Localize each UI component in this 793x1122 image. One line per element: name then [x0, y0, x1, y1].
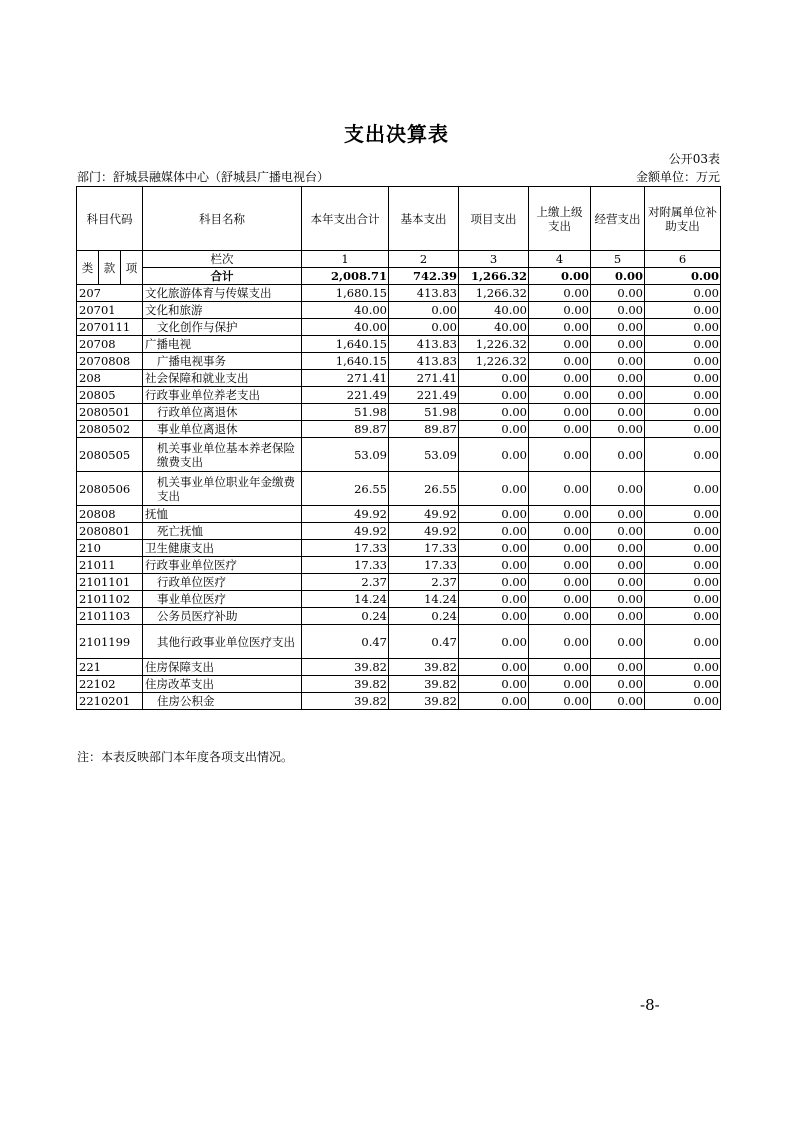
row-basic: 51.98 [389, 404, 459, 421]
table-row [77, 574, 721, 591]
row-total: 39.82 [302, 676, 389, 693]
row-business: 0.00 [591, 523, 645, 540]
row-total: 49.92 [302, 506, 389, 523]
row-upper: 0.00 [529, 404, 591, 421]
table-row [77, 591, 721, 608]
row-subsidiary: 0.00 [645, 472, 721, 506]
table-row [77, 285, 721, 302]
row-subsidiary: 0.00 [645, 319, 721, 336]
page-title: 支出决算表 [344, 122, 449, 146]
col-index-5: 5 [591, 251, 645, 268]
col-index-3: 3 [459, 251, 529, 268]
row-business: 0.00 [591, 353, 645, 370]
table-row [77, 693, 721, 710]
table-row [77, 506, 721, 523]
column-index-row [77, 251, 721, 268]
row-business: 0.00 [591, 693, 645, 710]
row-subsidiary: 0.00 [645, 421, 721, 438]
row-business: 0.00 [591, 336, 645, 353]
row-project: 40.00 [459, 302, 529, 319]
row-basic: 0.00 [389, 319, 459, 336]
row-name: 机关事业单位职业年金缴费支出 [143, 472, 302, 506]
row-basic: 14.24 [389, 591, 459, 608]
row-upper: 0.00 [529, 353, 591, 370]
row-project: 0.00 [459, 676, 529, 693]
row-total: 0.47 [302, 625, 389, 659]
table-row [77, 659, 721, 676]
col-index-6: 6 [645, 251, 721, 268]
row-code: 2070111 [77, 319, 143, 336]
row-subsidiary: 0.00 [645, 676, 721, 693]
row-subsidiary: 0.00 [645, 659, 721, 676]
row-code: 2080505 [77, 438, 143, 472]
table-row [77, 370, 721, 387]
row-name: 事业单位离退休 [143, 421, 302, 438]
header-business: 经营支出 [591, 187, 645, 251]
header-basic: 基本支出 [389, 187, 459, 251]
row-code: 210 [77, 540, 143, 557]
row-total: 53.09 [302, 438, 389, 472]
row-total: 2.37 [302, 574, 389, 591]
row-upper: 0.00 [529, 659, 591, 676]
table-row [77, 472, 721, 506]
header-code: 科目代码 [77, 187, 143, 251]
row-business: 0.00 [591, 387, 645, 404]
header-project: 项目支出 [459, 187, 529, 251]
row-project: 0.00 [459, 387, 529, 404]
row-basic: 0.47 [389, 625, 459, 659]
row-total: 26.55 [302, 472, 389, 506]
row-basic: 39.82 [389, 676, 459, 693]
row-basic: 39.82 [389, 693, 459, 710]
row-subsidiary: 0.00 [645, 608, 721, 625]
row-business: 0.00 [591, 608, 645, 625]
row-subsidiary: 0.00 [645, 523, 721, 540]
row-project: 40.00 [459, 319, 529, 336]
row-total: 89.87 [302, 421, 389, 438]
row-name: 行政单位离退休 [143, 404, 302, 421]
row-business: 0.00 [591, 438, 645, 472]
row-total: 221.49 [302, 387, 389, 404]
header-upper: 上缴上级支出 [529, 187, 591, 251]
row-name: 住房公积金 [143, 693, 302, 710]
row-basic: 0.00 [389, 302, 459, 319]
row-project: 0.00 [459, 438, 529, 472]
col-index-1: 1 [302, 251, 389, 268]
row-basic: 221.49 [389, 387, 459, 404]
row-basic: 17.33 [389, 557, 459, 574]
row-business: 0.00 [591, 591, 645, 608]
table-row [77, 438, 721, 472]
header-name: 科目名称 [143, 187, 302, 251]
row-basic: 89.87 [389, 421, 459, 438]
row-name: 广播电视 [143, 336, 302, 353]
expenditure-table [76, 186, 721, 710]
row-total: 51.98 [302, 404, 389, 421]
row-total: 39.82 [302, 659, 389, 676]
row-code: 2080801 [77, 523, 143, 540]
row-name: 文化和旅游 [143, 302, 302, 319]
table-row [77, 557, 721, 574]
total-label: 合计 [143, 268, 302, 285]
form-number: 公开03表 [668, 152, 720, 166]
row-name: 其他行政事业单位医疗支出 [143, 625, 302, 659]
row-project: 0.00 [459, 574, 529, 591]
row-upper: 0.00 [529, 302, 591, 319]
row-subsidiary: 0.00 [645, 404, 721, 421]
row-upper: 0.00 [529, 591, 591, 608]
row-upper: 0.00 [529, 676, 591, 693]
row-project: 0.00 [459, 557, 529, 574]
row-project: 0.00 [459, 506, 529, 523]
row-code: 20808 [77, 506, 143, 523]
table-note: 注：本表反映部门本年度各项支出情况。 [77, 750, 294, 764]
header-total: 本年支出合计 [302, 187, 389, 251]
row-subsidiary: 0.00 [645, 302, 721, 319]
row-subsidiary: 0.00 [645, 438, 721, 472]
row-code: 20805 [77, 387, 143, 404]
table-row [77, 421, 721, 438]
row-basic: 49.92 [389, 506, 459, 523]
row-subsidiary: 0.00 [645, 591, 721, 608]
row-subsidiary: 0.00 [645, 387, 721, 404]
row-code: 22102 [77, 676, 143, 693]
header-xiang: 项 [121, 251, 143, 285]
total-basic: 742.39 [389, 268, 459, 285]
row-business: 0.00 [591, 574, 645, 591]
total-total: 2,008.71 [302, 268, 389, 285]
row-upper: 0.00 [529, 387, 591, 404]
row-business: 0.00 [591, 540, 645, 557]
row-business: 0.00 [591, 506, 645, 523]
table-row [77, 336, 721, 353]
row-upper: 0.00 [529, 523, 591, 540]
row-name: 社会保障和就业支出 [143, 370, 302, 387]
row-total: 14.24 [302, 591, 389, 608]
row-subsidiary: 0.00 [645, 693, 721, 710]
row-subsidiary: 0.00 [645, 370, 721, 387]
row-code: 2101199 [77, 625, 143, 659]
row-subsidiary: 0.00 [645, 625, 721, 659]
row-project: 0.00 [459, 404, 529, 421]
row-basic: 26.55 [389, 472, 459, 506]
table-row [77, 540, 721, 557]
row-name: 抚恤 [143, 506, 302, 523]
row-total: 40.00 [302, 319, 389, 336]
row-project: 0.00 [459, 693, 529, 710]
row-total: 40.00 [302, 302, 389, 319]
table-row [77, 523, 721, 540]
row-business: 0.00 [591, 676, 645, 693]
row-code: 20701 [77, 302, 143, 319]
row-code: 2101101 [77, 574, 143, 591]
row-basic: 39.82 [389, 659, 459, 676]
table-row [77, 387, 721, 404]
row-name: 行政事业单位医疗 [143, 557, 302, 574]
row-code: 2070808 [77, 353, 143, 370]
row-upper: 0.00 [529, 421, 591, 438]
row-basic: 53.09 [389, 438, 459, 472]
total-row [77, 268, 721, 285]
col-index-2: 2 [389, 251, 459, 268]
row-business: 0.00 [591, 370, 645, 387]
row-project: 0.00 [459, 591, 529, 608]
row-upper: 0.00 [529, 472, 591, 506]
row-project: 0.00 [459, 472, 529, 506]
row-name: 文化旅游体育与传媒支出 [143, 285, 302, 302]
row-name: 住房保障支出 [143, 659, 302, 676]
row-subsidiary: 0.00 [645, 353, 721, 370]
row-upper: 0.00 [529, 557, 591, 574]
row-code: 207 [77, 285, 143, 302]
row-total: 1,640.15 [302, 336, 389, 353]
row-code: 2101102 [77, 591, 143, 608]
row-upper: 0.00 [529, 319, 591, 336]
row-basic: 49.92 [389, 523, 459, 540]
row-upper: 0.00 [529, 574, 591, 591]
header-lanci: 栏次 [143, 251, 302, 268]
table-row [77, 319, 721, 336]
row-basic: 413.83 [389, 336, 459, 353]
amount-unit: 金额单位：万元 [635, 170, 720, 184]
row-total: 271.41 [302, 370, 389, 387]
row-subsidiary: 0.00 [645, 336, 721, 353]
row-subsidiary: 0.00 [645, 506, 721, 523]
department-label: 部门：舒城县融媒体中心（舒城县广播电视台） [77, 170, 330, 184]
total-upper: 0.00 [529, 268, 591, 285]
row-name: 行政单位医疗 [143, 574, 302, 591]
row-project: 1,226.32 [459, 353, 529, 370]
row-upper: 0.00 [529, 625, 591, 659]
row-project: 0.00 [459, 608, 529, 625]
table-row [77, 676, 721, 693]
row-project: 0.00 [459, 370, 529, 387]
row-upper: 0.00 [529, 438, 591, 472]
total-business: 0.00 [591, 268, 645, 285]
row-code: 2101103 [77, 608, 143, 625]
row-total: 0.24 [302, 608, 389, 625]
table-row [77, 302, 721, 319]
row-project: 0.00 [459, 625, 529, 659]
row-business: 0.00 [591, 659, 645, 676]
table-row [77, 608, 721, 625]
row-total: 1,680.15 [302, 285, 389, 302]
row-code: 2080502 [77, 421, 143, 438]
row-subsidiary: 0.00 [645, 540, 721, 557]
row-name: 公务员医疗补助 [143, 608, 302, 625]
row-code: 2210201 [77, 693, 143, 710]
header-lei: 类 [77, 251, 99, 285]
row-business: 0.00 [591, 472, 645, 506]
row-subsidiary: 0.00 [645, 574, 721, 591]
header-kuan: 款 [99, 251, 121, 285]
row-basic: 0.24 [389, 608, 459, 625]
row-total: 17.33 [302, 557, 389, 574]
row-name: 文化创作与保护 [143, 319, 302, 336]
row-business: 0.00 [591, 557, 645, 574]
row-name: 死亡抚恤 [143, 523, 302, 540]
row-total: 49.92 [302, 523, 389, 540]
table-row [77, 404, 721, 421]
row-business: 0.00 [591, 319, 645, 336]
row-basic: 271.41 [389, 370, 459, 387]
row-upper: 0.00 [529, 336, 591, 353]
row-basic: 17.33 [389, 540, 459, 557]
row-basic: 413.83 [389, 285, 459, 302]
row-code: 2080501 [77, 404, 143, 421]
row-upper: 0.00 [529, 370, 591, 387]
row-upper: 0.00 [529, 506, 591, 523]
header-subsidiary: 对附属单位补助支出 [645, 187, 721, 251]
row-business: 0.00 [591, 421, 645, 438]
row-code: 2080506 [77, 472, 143, 506]
header-row [77, 187, 721, 251]
row-subsidiary: 0.00 [645, 285, 721, 302]
table-row [77, 625, 721, 659]
row-name: 事业单位医疗 [143, 591, 302, 608]
total-subsidiary: 0.00 [645, 268, 721, 285]
row-code: 221 [77, 659, 143, 676]
page-number: -8- [640, 996, 660, 1014]
row-project: 0.00 [459, 540, 529, 557]
row-upper: 0.00 [529, 540, 591, 557]
total-project: 1,266.32 [459, 268, 529, 285]
col-index-4: 4 [529, 251, 591, 268]
row-project: 0.00 [459, 523, 529, 540]
row-code: 208 [77, 370, 143, 387]
row-upper: 0.00 [529, 693, 591, 710]
row-total: 17.33 [302, 540, 389, 557]
row-name: 卫生健康支出 [143, 540, 302, 557]
row-name: 广播电视事务 [143, 353, 302, 370]
row-basic: 413.83 [389, 353, 459, 370]
row-code: 20708 [77, 336, 143, 353]
table-row [77, 353, 721, 370]
row-subsidiary: 0.00 [645, 557, 721, 574]
row-name: 机关事业单位基本养老保险缴费支出 [143, 438, 302, 472]
row-name: 住房改革支出 [143, 676, 302, 693]
row-upper: 0.00 [529, 285, 591, 302]
row-basic: 2.37 [389, 574, 459, 591]
row-business: 0.00 [591, 285, 645, 302]
row-code: 21011 [77, 557, 143, 574]
row-total: 1,640.15 [302, 353, 389, 370]
row-business: 0.00 [591, 625, 645, 659]
row-business: 0.00 [591, 302, 645, 319]
row-name: 行政事业单位养老支出 [143, 387, 302, 404]
row-project: 1,266.32 [459, 285, 529, 302]
row-business: 0.00 [591, 404, 645, 421]
row-project: 0.00 [459, 659, 529, 676]
row-total: 39.82 [302, 693, 389, 710]
row-project: 1,226.32 [459, 336, 529, 353]
row-upper: 0.00 [529, 608, 591, 625]
row-project: 0.00 [459, 421, 529, 438]
